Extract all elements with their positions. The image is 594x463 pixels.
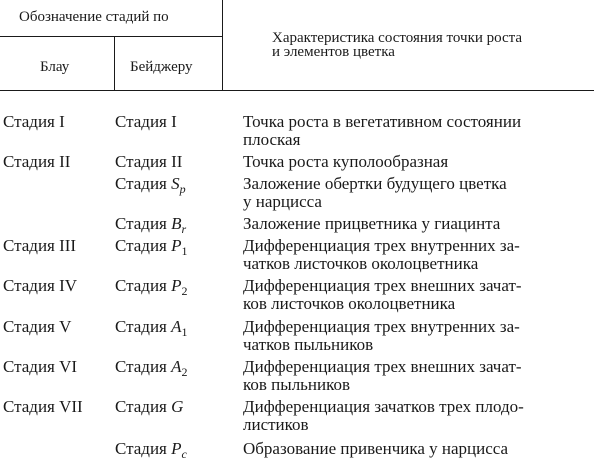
cell-blau: Стадия I [3,112,65,131]
header-divider-main [222,0,223,90]
description-line: Заложение обертки будущего цветка [243,174,507,193]
description-line: Дифференциация трех внутренних за- [243,317,520,336]
description-line: Заложение прицветника у гиацинта [243,214,501,233]
cell-beijer-symbol: B [171,214,182,233]
cell-blau: Стадия VI [3,357,78,376]
cell-beijer-word: Стадия [115,112,172,131]
description-line: Точка роста куполообразная [243,152,449,171]
cell-beijer-symbol: P [171,439,182,458]
cell-beijer-symbol: I [171,112,177,131]
cell-beijer-subscript: r [181,222,187,236]
cell-beijer-word: Стадия [115,236,172,255]
description-line: ков пыльников [243,375,351,394]
cell-beijer-symbol: II [171,152,183,171]
description-line: у нарцисса [243,192,322,211]
cell-beijer [115,440,187,459]
cell-beijer [115,153,182,171]
cell-beijer-word: Стадия [115,439,172,458]
cell-beijer-word: Стадия [115,174,172,193]
cell-beijer-subscript: c [181,447,187,461]
header-group-label: Обозначение стадий по [19,9,169,25]
cell-blau: Стадия VII [3,397,83,416]
description-line: Точка роста в вегетативном состоянии [243,112,522,131]
header-group-underline [0,36,222,37]
description-line: чатков листочков околоцветника [243,254,479,273]
header-divider-sub [114,36,115,90]
cell-description [243,175,589,211]
cell-beijer-symbol: P [171,276,182,295]
description-line: Дифференциация зачатков трех плодо- [243,397,524,416]
cell-beijer-subscript: 2 [181,365,188,379]
cell-beijer-word: Стадия [115,214,172,233]
header-col-blau: Блау [40,59,70,75]
cell-description [243,237,589,273]
cell-beijer [115,398,183,416]
cell-beijer-subscript: p [179,182,186,196]
cell-beijer-subscript: 1 [181,325,188,339]
cell-description [243,277,589,313]
description-line: Образование привенчика у нарцисса [243,439,509,458]
cell-beijer-symbol: A [171,357,182,376]
cell-beijer-word: Стадия [115,397,172,416]
cell-beijer [115,277,188,296]
cell-beijer-word: Стадия [115,357,172,376]
cell-beijer [115,237,188,256]
header-col-desc-line1: Характеристика состояния точки роста [272,30,523,46]
cell-beijer [115,175,186,194]
cell-beijer-subscript: 2 [181,284,188,298]
cell-blau: Стадия V [3,317,72,336]
cell-beijer-word: Стадия [115,152,172,171]
cell-beijer [115,113,177,131]
cell-blau: Стадия III [3,236,77,255]
cell-beijer-symbol: G [171,397,184,416]
cell-beijer-subscript: 1 [181,244,188,258]
description-line: листиков [243,415,309,434]
cell-beijer-symbol: S [171,174,180,193]
cell-description [243,358,589,394]
description-line: ков листочков околоцветника [243,294,456,313]
cell-description [243,440,589,458]
header-col-desc-line2: и элементов цветка [272,44,395,60]
cell-beijer [115,318,188,337]
description-line: чатков пыльников [243,335,374,354]
description-line: Дифференциация трех внешних зачат- [243,276,522,295]
cell-description [243,398,589,434]
header-col-beijer: Бейджеру [130,59,193,75]
cell-beijer [115,215,186,234]
cell-description [243,318,589,354]
cell-description [243,113,589,149]
header-bottom-rule [0,90,594,91]
cell-beijer-symbol: P [171,236,182,255]
cell-beijer [115,358,188,377]
description-line: Дифференциация трех внешних зачат- [243,357,522,376]
cell-description [243,153,589,171]
cell-beijer-word: Стадия [115,317,172,336]
description-line: Дифференциация трех внутренних за- [243,236,520,255]
cell-blau: Стадия II [3,152,71,171]
cell-description [243,215,589,233]
cell-blau: Стадия IV [3,276,78,295]
cell-beijer-word: Стадия [115,276,172,295]
cell-beijer-symbol: A [171,317,182,336]
description-line: плоская [243,130,301,149]
